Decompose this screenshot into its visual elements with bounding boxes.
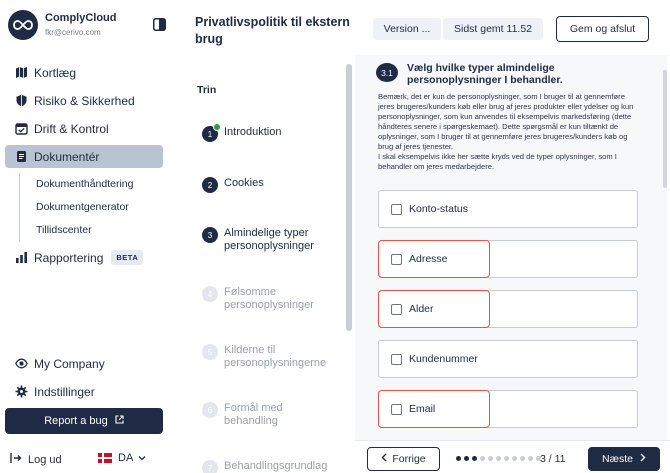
nav-item-drift[interactable] [5, 117, 163, 140]
report-bug-label: Report a bug [44, 415, 108, 427]
progress-dot [480, 456, 485, 461]
nav-item-kortlaeg[interactable] [5, 61, 163, 84]
step-number: 3 [202, 227, 218, 243]
nav-item-label: Dokumentér [34, 149, 100, 164]
content-scrollbar[interactable] [663, 70, 667, 188]
checkbox[interactable] [391, 254, 402, 265]
danish-flag-icon [98, 453, 112, 463]
chevron-left-icon [381, 453, 387, 465]
progress-dot [488, 456, 493, 461]
next-label: Næste [602, 453, 633, 465]
nav-item-label: Kortlæg [34, 65, 77, 80]
gear-icon [15, 385, 28, 398]
sub-nav-item-dokumentgenerator[interactable]: Dokumentgenerator [36, 201, 129, 213]
checkbox[interactable] [391, 354, 402, 365]
option-label: Email [409, 403, 436, 415]
option-kundenummer[interactable] [378, 340, 638, 378]
step-label: Kilderne til personoplysningerne [224, 344, 327, 369]
next-button[interactable] [588, 447, 660, 471]
step-3[interactable] [202, 227, 334, 253]
map-icon [15, 66, 28, 79]
sidebar [0, 0, 172, 473]
shield-icon [15, 94, 28, 107]
option-adresse[interactable] [378, 240, 638, 278]
document-icon [15, 150, 28, 163]
brand-name: ComplyCloud [45, 12, 117, 24]
brand[interactable] [8, 10, 117, 40]
step-5[interactable] [202, 344, 334, 370]
nav-item-label: Drift & Kontrol [34, 121, 109, 136]
step-number: 2 [202, 177, 218, 193]
nav-item-my-company[interactable] [5, 352, 163, 375]
progress-dot-complete [472, 456, 477, 461]
page-title: Privatlivspolitik til ekstern brug [195, 15, 350, 46]
logout-icon [10, 452, 22, 467]
last-saved-status: Sidst gemt 11.52 [443, 18, 543, 40]
question-description-paragraph: Bemærk, det er kun de personoplysninger, som I bruger til at gennemføre jeres brugeres/kunders køb eller brug af jeres produkter eller ydelser og kun personoplysninger, som kun anvendes til eksempelvis markedsføring (dette håndteres senere i spørgeskemaet). Dette spørgsmål er kun tiltænkt de oplysninger, som I bruger til at gennemføre jeres brugeres/kunders køb og brug af jeres tjenester. [378, 92, 634, 151]
option-konto-status[interactable] [378, 190, 638, 228]
progress-dot [528, 456, 533, 461]
progress-dot [496, 456, 501, 461]
calendar-check-icon [15, 122, 28, 135]
version-dropdown[interactable]: Version ... [373, 18, 441, 40]
step-number: 6 [202, 402, 218, 418]
page-indicator: 3 / 11 [540, 453, 566, 465]
step-6[interactable] [202, 402, 334, 428]
step-number: 7 [202, 460, 218, 473]
option-alder[interactable] [378, 290, 638, 328]
chevron-right-icon [640, 453, 646, 465]
nav-item-indstillinger[interactable] [5, 380, 163, 403]
step-7[interactable] [202, 460, 334, 473]
check-icon [213, 123, 221, 131]
beta-badge: BETA [111, 250, 143, 265]
option-label: Adresse [409, 253, 448, 265]
steps-title: Trin [197, 84, 217, 96]
question-title: Vælg hvilke typer almindelige personoplysninger I behandler. [407, 62, 563, 86]
nav-item-label: Risiko & Sikkerhed [34, 93, 135, 108]
step-label: Behandlingsgrundlag [224, 460, 328, 472]
sub-nav-item-tillidscenter[interactable]: Tillidscenter [36, 224, 92, 236]
external-link-icon [115, 415, 124, 427]
progress-dot [512, 456, 517, 461]
chevron-down-icon [138, 452, 146, 464]
step-1[interactable] [202, 126, 334, 142]
logout-label: Log ud [28, 453, 62, 466]
save-and-exit-button[interactable]: Gem og afslut [556, 16, 649, 42]
progress-dot [520, 456, 525, 461]
report-bug-button[interactable] [5, 408, 163, 434]
step-number: 4 [202, 286, 218, 302]
language-select[interactable] [98, 452, 146, 464]
step-number: 1 [202, 126, 218, 142]
previous-button[interactable] [367, 447, 440, 471]
steps-scrollbar[interactable] [346, 64, 352, 331]
step-label: Formål med behandling [224, 402, 283, 427]
bottom-nav [5, 352, 163, 408]
step-2[interactable] [202, 177, 334, 193]
nav-item-rapportering[interactable] [5, 246, 163, 269]
checkbox[interactable] [391, 204, 402, 215]
question-description-paragraph: I skal eksempelvis ikke her sætte kryds ved de typer oplysninger, som I behandler om jeres medarbejdere. [378, 152, 617, 171]
language-code: DA [118, 452, 134, 464]
main-nav [5, 61, 163, 274]
logout-button[interactable] [10, 452, 62, 467]
previous-label: Forrige [392, 453, 426, 465]
eye-icon [15, 357, 28, 370]
step-label: Følsomme personoplysninger [224, 286, 314, 311]
progress-dot-complete [464, 456, 469, 461]
nav-item-risiko[interactable] [5, 89, 163, 112]
step-label: Introduktion [224, 126, 282, 138]
brand-email: fkr@cerivo.com [45, 28, 101, 37]
nav-item-label: Indstillinger [34, 384, 95, 399]
progress-dot-complete [456, 456, 461, 461]
option-label: Kundenummer [409, 353, 478, 365]
infinity-logo-icon [8, 10, 38, 40]
sub-nav-item-dokumenthaandtering[interactable]: Dokumenthåndtering [36, 178, 134, 190]
nav-item-label: My Company [34, 356, 105, 371]
step-label: Almindelige typer personoplysninger [224, 227, 314, 252]
bar-chart-icon [15, 251, 28, 264]
question-number: 3.1 [376, 63, 398, 82]
checkbox[interactable] [391, 404, 402, 415]
nav-item-dokumenter[interactable] [5, 145, 163, 168]
option-label: Alder [409, 303, 434, 315]
progress-dot [504, 456, 509, 461]
option-label: Konto-status [409, 203, 468, 215]
sidebar-toggle-icon[interactable] [153, 18, 166, 31]
progress-dots [456, 456, 544, 461]
step-number: 5 [202, 344, 218, 360]
step-4[interactable] [202, 286, 334, 312]
option-email[interactable] [378, 390, 638, 428]
question-description [378, 92, 640, 172]
step-label: Cookies [224, 177, 264, 189]
sub-nav [19, 173, 163, 242]
nav-item-label: Rapportering [34, 250, 104, 265]
checkbox[interactable] [391, 304, 402, 315]
